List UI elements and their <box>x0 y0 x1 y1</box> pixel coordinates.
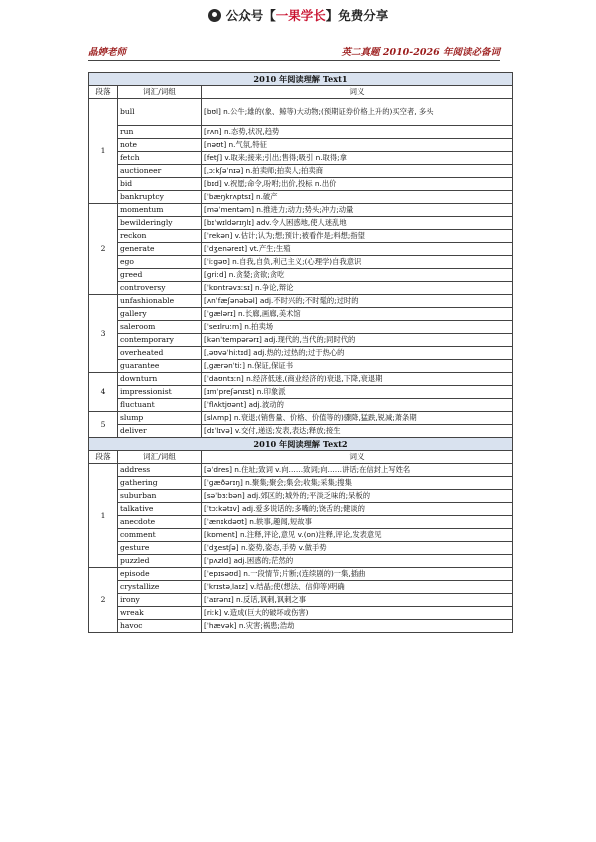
vocab-row <box>89 516 513 529</box>
vocab-definition: [ˈseɪlruːm] n.拍卖场 <box>202 321 513 334</box>
vocab-definition: [ˈænɪkdəʊt] n.轶事,趣闻,短故事 <box>202 516 513 529</box>
vocab-row <box>89 152 513 165</box>
banner-bracket-left: 【 <box>263 8 276 23</box>
paragraph-number: 2 <box>89 204 118 295</box>
vocab-word: deliver <box>118 425 202 438</box>
header-teacher: 晶婷老师 <box>88 47 127 58</box>
paragraph-number: 2 <box>89 568 118 633</box>
vocab-word: anecdote <box>118 516 202 529</box>
vocab-row <box>89 204 513 217</box>
vocab-definition: [ˈiːgəʊ] n.自我,自负,利己主义;(心理学)自我意识 <box>202 256 513 269</box>
vocab-row <box>89 373 513 386</box>
vocab-definition: [ˈpʌzld] adj.困惑的;茫然的 <box>202 555 513 568</box>
wechat-banner <box>0 6 596 24</box>
vocab-row <box>89 99 513 126</box>
vocab-row <box>89 477 513 490</box>
vocab-definition: [səˈbɜːbən] adj.郊区的;城外的;平淡乏味的;呆板的 <box>202 490 513 503</box>
vocab-row <box>89 126 513 139</box>
paragraph-number: 4 <box>89 373 118 412</box>
vocab-word: gathering <box>118 477 202 490</box>
vocab-definition: [ˈgælərɪ] n.长廊,画廊,美术馆 <box>202 308 513 321</box>
vocab-word: impressionist <box>118 386 202 399</box>
vocab-word: overheated <box>118 347 202 360</box>
paragraph-number: 1 <box>89 464 118 568</box>
vocab-word: note <box>118 139 202 152</box>
vocab-definition: [ˌgærənˈtiː] n.保证,保证书 <box>202 360 513 373</box>
header-doc-title: 英二真题 2010-2026 年阅读必备词 <box>341 47 500 58</box>
vocab-row <box>89 464 513 477</box>
vocab-definition: [riːk] v.造成(巨大的破坏或伤害) <box>202 607 513 620</box>
vocab-table <box>88 72 513 633</box>
column-header-row <box>89 451 513 464</box>
section-title-row <box>89 438 513 451</box>
vocab-row <box>89 542 513 555</box>
paragraph-number: 3 <box>89 295 118 373</box>
vocab-row <box>89 607 513 620</box>
vocab-word: bid <box>118 178 202 191</box>
vocab-definition: [ˈrekən] v.估计;认为;想;预计;被看作是;料想;指望 <box>202 230 513 243</box>
vocab-word: unfashionable <box>118 295 202 308</box>
vocab-definition: [ˈepɪsəʊd] n.一段情节;片断;(连续剧的)一集,插曲 <box>202 568 513 581</box>
vocab-row <box>89 282 513 295</box>
vocab-row <box>89 425 513 438</box>
vocab-row <box>89 594 513 607</box>
vocab-row <box>89 191 513 204</box>
vocab-definition: [fetʃ] v.取来;接来;引出;售得;吸引 n.取得;拿 <box>202 152 513 165</box>
vocab-definition: [ˌɔːkʃəˈnɪə] n.拍卖师;拍卖人;拍卖商 <box>202 165 513 178</box>
vocab-row <box>89 178 513 191</box>
paragraph-number: 5 <box>89 412 118 438</box>
vocab-definition: [bɪˈwɪldərɪŋlɪ] adv.令人困惑地,使人迷乱地 <box>202 217 513 230</box>
vocab-word: momentum <box>118 204 202 217</box>
paragraph-number: 1 <box>89 99 118 204</box>
vocab-word: bull <box>118 99 202 126</box>
vocab-row <box>89 165 513 178</box>
column-header: 词义 <box>202 451 513 464</box>
vocab-definition: [kɒment] n.注释,评论,意见 v.(on)注释,评论,发表意见 <box>202 529 513 542</box>
vocab-definition: [ˈtɔːkətɪv] adj.爱多说话的;多嘴的;饶舌的;健谈的 <box>202 503 513 516</box>
vocab-definition: [kənˈtempərərɪ] adj.现代的,当代的;同时代的 <box>202 334 513 347</box>
vocab-definition: [ˈbæŋkrʌptsɪ] n.破产 <box>202 191 513 204</box>
vocab-row <box>89 321 513 334</box>
vocab-row <box>89 529 513 542</box>
vocab-word: downturn <box>118 373 202 386</box>
vocab-word: fetch <box>118 152 202 165</box>
section-title: 2010 年阅读理解 Text1 <box>89 73 513 86</box>
vocab-word: suburban <box>118 490 202 503</box>
vocab-row <box>89 581 513 594</box>
vocab-row <box>89 217 513 230</box>
vocab-row <box>89 386 513 399</box>
vocab-word: comment <box>118 529 202 542</box>
vocab-word: controversy <box>118 282 202 295</box>
vocab-word: auctioneer <box>118 165 202 178</box>
vocab-word: wreak <box>118 607 202 620</box>
vocab-definition: [ˈdʒenəreɪt] vt.产生;生殖 <box>202 243 513 256</box>
vocab-definition: [slʌmp] n.衰退;(销售量、价格、价值等的)骤降,猛跌,锐减;萧条期 <box>202 412 513 425</box>
vocab-word: ego <box>118 256 202 269</box>
section-title: 2010 年阅读理解 Text2 <box>89 438 513 451</box>
vocab-definition: [ˈflʌktjʊənt] adj.波动的 <box>202 399 513 412</box>
column-header: 词汇/词组 <box>118 451 202 464</box>
vocab-row <box>89 399 513 412</box>
vocab-row <box>89 295 513 308</box>
banner-prefix: 公众号 <box>225 8 264 23</box>
vocab-row <box>89 243 513 256</box>
vocab-definition: [bʊl] n.公牛;雄的(象、鲸等)大动物;(预期证券价格上升的)买空者, 多头 <box>202 99 513 126</box>
vocab-definition: [bɪd] v.祝愿;命令,吩咐;出价,投标 n.出价 <box>202 178 513 191</box>
vocab-word: contemporary <box>118 334 202 347</box>
vocab-word: puzzled <box>118 555 202 568</box>
vocab-row <box>89 256 513 269</box>
vocab-word: episode <box>118 568 202 581</box>
vocab-definition: [ʌnˈfæʃənəbəl] adj.不时兴的;不时髦的;过时的 <box>202 295 513 308</box>
column-header: 段落 <box>89 86 118 99</box>
vocab-definition: [ˈaɪrənɪ] n.反话,讽刺,讽刺之事 <box>202 594 513 607</box>
vocab-row <box>89 269 513 282</box>
column-header: 词义 <box>202 86 513 99</box>
vocab-definition: [ˈdʒestʃə] n.姿势,姿态,手势 v.做手势 <box>202 542 513 555</box>
section-title-row <box>89 73 513 86</box>
column-header: 词汇/词组 <box>118 86 202 99</box>
vocab-word: gallery <box>118 308 202 321</box>
vocab-definition: [əˈdres] n.住址;致词 v.向……致词;向……讲话;在信封上写姓名 <box>202 464 513 477</box>
column-header-row <box>89 86 513 99</box>
vocab-word: saleroom <box>118 321 202 334</box>
vocab-word: generate <box>118 243 202 256</box>
vocab-definition: [dɪˈlɪvə] v.交付,递送;发表,表达;释放;接生 <box>202 425 513 438</box>
vocab-word: guarantee <box>118 360 202 373</box>
vocab-definition: [ˈkɒntrəvɜːsɪ] n.争论,辩论 <box>202 282 513 295</box>
vocab-word: run <box>118 126 202 139</box>
vocab-row <box>89 555 513 568</box>
vocab-word: fluctuant <box>118 399 202 412</box>
vocab-row <box>89 334 513 347</box>
vocab-word: greed <box>118 269 202 282</box>
vocab-row <box>89 490 513 503</box>
page-header <box>88 44 500 58</box>
vocab-word: irony <box>118 594 202 607</box>
vocab-word: crystallize <box>118 581 202 594</box>
vocab-row <box>89 230 513 243</box>
vocab-word: havoc <box>118 620 202 633</box>
vocab-word: slump <box>118 412 202 425</box>
vocab-definition: [ɪmˈpreʃənɪst] n.印象派 <box>202 386 513 399</box>
vocab-row <box>89 503 513 516</box>
vocab-definition: [ˌəʊvəˈhiːtɪd] adj.热的;过热的;过于热心的 <box>202 347 513 360</box>
column-header: 段落 <box>89 451 118 464</box>
vocab-definition: [ˈhævək] n.灾害;祸患;浩劫 <box>202 620 513 633</box>
vocab-row <box>89 347 513 360</box>
account-logo-icon <box>208 9 221 22</box>
vocab-word: reckon <box>118 230 202 243</box>
vocab-word: bankruptcy <box>118 191 202 204</box>
vocab-word: bewilderingly <box>118 217 202 230</box>
vocab-definition: [griːd] n.贪婪;贪欲;贪吃 <box>202 269 513 282</box>
vocab-row <box>89 308 513 321</box>
banner-brand: 一果学长 <box>275 8 326 23</box>
banner-bracket-right: 】 <box>325 8 339 23</box>
vocab-word: gesture <box>118 542 202 555</box>
banner-suffix: 免费分享 <box>338 8 389 23</box>
vocab-row <box>89 139 513 152</box>
vocab-definition: [ˈdaʊntɜːn] n.经济低迷,(商业经济的)衰退,下降,衰退期 <box>202 373 513 386</box>
vocab-definition: [məˈmentəm] n.推进力;动力;势头;冲力;动量 <box>202 204 513 217</box>
vocab-definition: [nəʊt] n.气氛,特征 <box>202 139 513 152</box>
vocab-row <box>89 360 513 373</box>
vocab-definition: [ˈkrɪstəˌlaɪz] v.结晶;使(想法、信仰等)明确 <box>202 581 513 594</box>
vocab-row <box>89 412 513 425</box>
header-divider <box>88 60 500 61</box>
vocab-word: address <box>118 464 202 477</box>
vocab-definition: [rʌn] n.态势,状况,趋势 <box>202 126 513 139</box>
vocab-row <box>89 568 513 581</box>
vocab-definition: [ˈgæðərɪŋ] n.聚集;聚会;集会;收集;采集;搜集 <box>202 477 513 490</box>
vocab-row <box>89 620 513 633</box>
vocab-word: talkative <box>118 503 202 516</box>
